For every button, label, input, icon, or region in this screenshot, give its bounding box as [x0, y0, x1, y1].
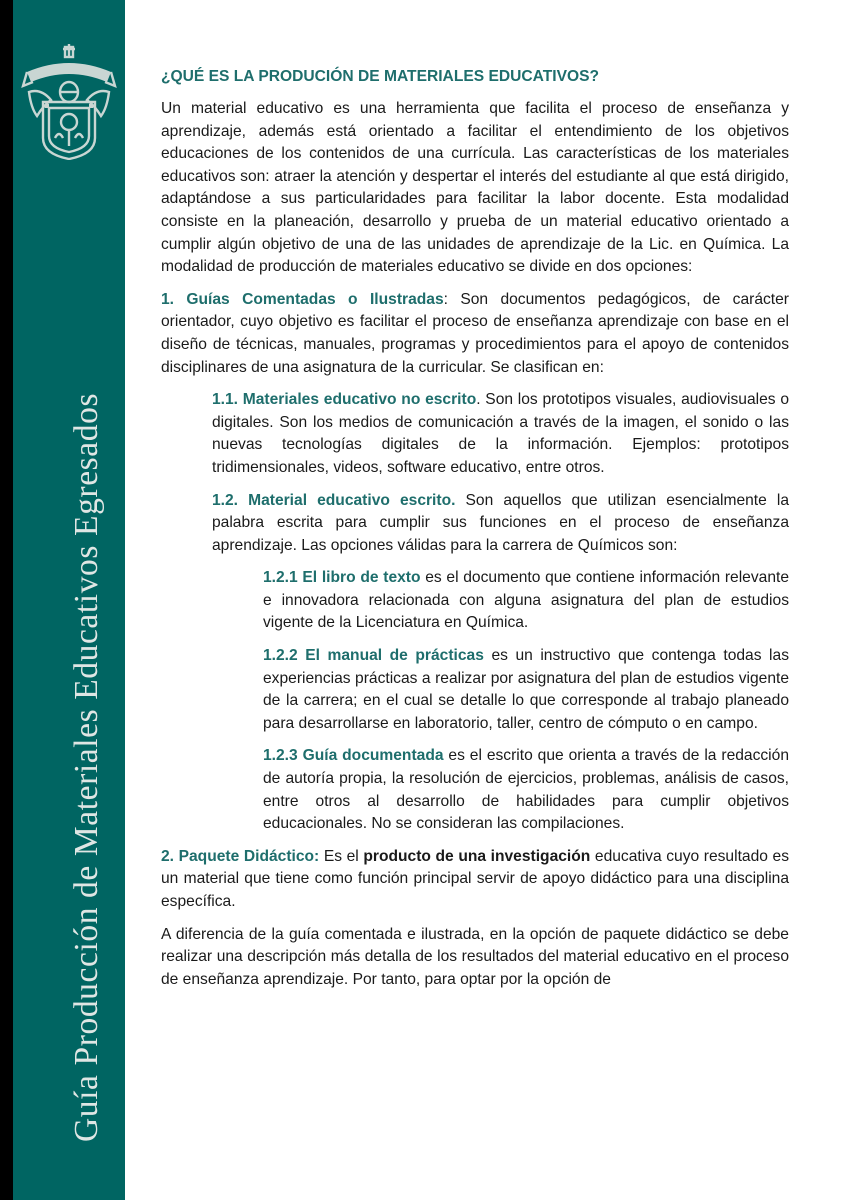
sidebar-panel [13, 0, 125, 1200]
paragraph-material-no-escrito [212, 389, 789, 479]
term-guia-documentada: 1.2.3 Guía documentada [263, 747, 444, 765]
term-material-escrito: 1.2. Material educativo escrito. [212, 491, 456, 509]
definition-text: Son aquellos que utilizan esencialmente la palabra escrita para cumplir sus funciones en el proceso de enseñanza aprendizaje. Las opciones válidas para la carrera de Químicos son: [212, 491, 790, 554]
definition-text: . Son los prototipos visuales, audiovisuales o digitales. Son los medios de comunicación a través de la imagen, el sonido o las nuevas tecnologías digitales de la información. Ejemplos: prototipos tridimensionales, videos, software educativo, entre otros. [212, 391, 789, 476]
definition-text: Es el [319, 847, 364, 865]
definition-text: educativa cuyo resultado es un material que tiene como función principal servir de apoyo didáctico para una disciplina específica. [161, 847, 789, 910]
definition-text: es el escrito que orienta a través de la redacción de autoría propia, la resolución de ejercicios, problemas, análisis de casos, entre otros al desarrollo de habilidades para cumplir objetivos educacionales. No se consideran las compilaciones. [263, 747, 789, 833]
page-edge-strip [0, 0, 13, 1200]
paragraph-libro-de-texto [263, 567, 789, 635]
term-manual-de-practicas: 1.2.2 El manual de prácticas [263, 647, 484, 665]
vertical-document-title: Guía Producción de Materiales Educativos Egresados [68, 392, 105, 1142]
paragraph-paquete-didactico [161, 846, 789, 914]
university-crest-icon [21, 42, 117, 160]
paragraph-manual-de-practicas [263, 645, 789, 735]
paragraph-guia-documentada [263, 745, 789, 835]
term-material-no-escrito: 1.1. Materiales educativo no escrito [212, 391, 477, 409]
document-body [161, 66, 789, 1001]
term-paquete-didactico: 2. Paquete Didáctico: [161, 847, 320, 865]
definition-text: : Son documentos pedagógicos, de carácter orientador, cuyo objetivo es facilitar el proceso de enseñanza aprendizaje con base en el diseño de técnicas, manuales, programas y procedimientos para el apoyo de contenidos disciplinares de una asignatura de la curricular. Se clasifican en: [161, 290, 789, 376]
term-libro-de-texto: 1.2.1 El libro de texto [263, 569, 421, 587]
paragraph-guias-comentadas [161, 289, 789, 379]
term-guias-comentadas: 1. Guías Comentadas o Ilustradas [161, 290, 444, 308]
intro-paragraph: Un material educativo es una herramienta que facilita el proceso de enseñanza y aprendizaje, además está orientado a facilitar el entendimiento de los objetivos educaciones de los contenidos de una currícula. Las características de los materiales educativos son: atraer la atención y despertar el interés del estudiante al que está dirigido, adaptándose a sus particularidades para facilitar la labor docente. Esta modalidad consiste en la planeación, desarrollo y prueba de un material educativo orientado a cumplir algún objetivo de una de las unidades de aprendizaje de la Lic. en Química. La modalidad de producción de materiales educativo se divide en dos opciones: [161, 100, 789, 276]
emphasis-text: producto de una investigación [363, 847, 591, 865]
section-heading: ¿QUÉ ES LA PRODUCIÓN DE MATERIALES EDUCATIVOS? [161, 68, 600, 85]
closing-paragraph: A diferencia de la guía comentada e ilustrada, en la opción de paquete didáctico se debe realizar una descripción más detalla de los resultados del material educativo en el proceso de enseñanza aprendizaje. Por tanto, para optar por la opción de [161, 925, 789, 988]
definition-text: es el documento que contiene información relevante e innovadora relacionada con alguna asignatura del plan de estudios vigente de la Licenciatura en Química. [263, 569, 789, 632]
definition-text: es un instructivo que contenga todas las experiencias prácticas a realizar por asignatura del plan de estudios vigente de la carrera; en el cual se detalle lo que corresponde al trabajo planeado para desarrollarse en laboratorio, taller, centro de cómputo o en campo. [263, 647, 789, 732]
paragraph-material-escrito [212, 490, 789, 558]
